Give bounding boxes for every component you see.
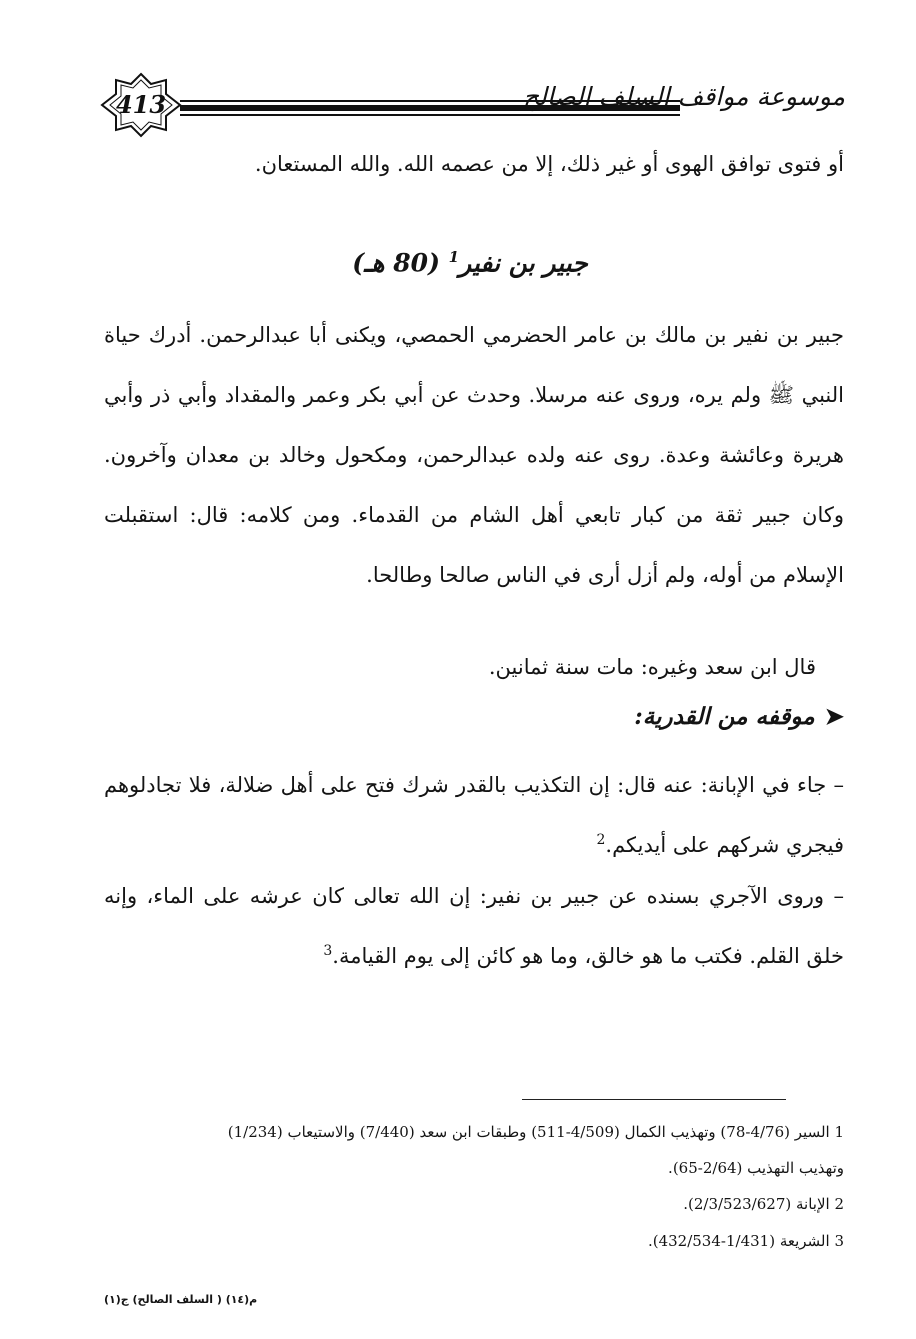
page-number: 413	[115, 90, 167, 119]
quote-1-text: – جاء في الإبانة: عنه قال: إن التكذيب بالقدر شرك فتح على أهل ضلالة، فلا تجادلوهم فيجري شركهم على أيديكم.	[104, 773, 844, 857]
footnote-1-line-2: وتهذيب التهذيب (2/64-65).	[668, 1159, 844, 1177]
entry-heading	[100, 248, 840, 277]
quote-2-footnote-ref: 3	[323, 943, 333, 959]
intro-line: أو فتوى توافق الهوى أو غير ذلك، إلا من عصمه الله. والله المستعان.	[254, 152, 844, 176]
quote-paragraph-1	[104, 755, 844, 875]
running-title: موسوعة مواقف السلف الصالح	[522, 82, 845, 111]
heading-date: (80 هـ)	[352, 248, 440, 278]
quote-1-footnote-ref: 2	[596, 832, 606, 848]
death-line: قال ابن سعد وغيره: مات سنة ثمانين.	[488, 655, 816, 679]
footnote-separator	[522, 1099, 786, 1100]
heading-footnote-ref: 1	[448, 248, 460, 266]
quote-2-text: – وروى الآجري بسنده عن جبير بن نفير: إن الله تعالى كان عرشه على الماء، وإنه خلق القلم. فكتب ما هو خالق، وما هو كائن إلى يوم القيامة.	[104, 884, 844, 968]
biography-paragraph: جبير بن نفير بن مالك بن عامر الحضرمي الحمصي، ويكنى أبا عبدالرحمن. أدرك حياة النبي ﷺ ولم يره، وروى عنه مرسلا. وحدث عن أبي بكر وعمر والمقداد وأبي ذر وأبي هريرة وعائشة وعدة. روى عنه ولده عبدالرحمن، ومكحول وخالد بن معدان وآخرون. وكان جبير ثقة من كبار تابعي أهل الشام من القدماء. ومن كلامه: قال: استقبلت الإسلام من أوله، ولم أزل أرى في الناس صالحا وطالحا.	[104, 323, 844, 587]
subheading-text: موقفه من القدرية:	[634, 703, 815, 730]
arrow-left-icon: ➤	[824, 703, 844, 730]
header-rule-bottom	[180, 114, 680, 116]
quote-paragraph-2	[104, 866, 844, 986]
heading-name: جبير بن نفير	[459, 248, 588, 278]
page-number-badge	[100, 72, 182, 138]
page-header	[100, 72, 845, 138]
footnote-3: 3 الشريعة (1/431-432/534).	[647, 1232, 844, 1250]
printer-signature: م(١٤) ( السلف الصالح) ج(١)	[104, 1293, 258, 1306]
footnote-1-line-1: 1 السير (4/76-78) وتهذيب الكمال (4/509-511) وطبقات ابن سعد (7/440) والاستيعاب (1/234)	[227, 1123, 844, 1141]
footnote-2: 2 الإبانة (2/3/523/627).	[683, 1195, 844, 1213]
section-subheading	[634, 703, 844, 730]
